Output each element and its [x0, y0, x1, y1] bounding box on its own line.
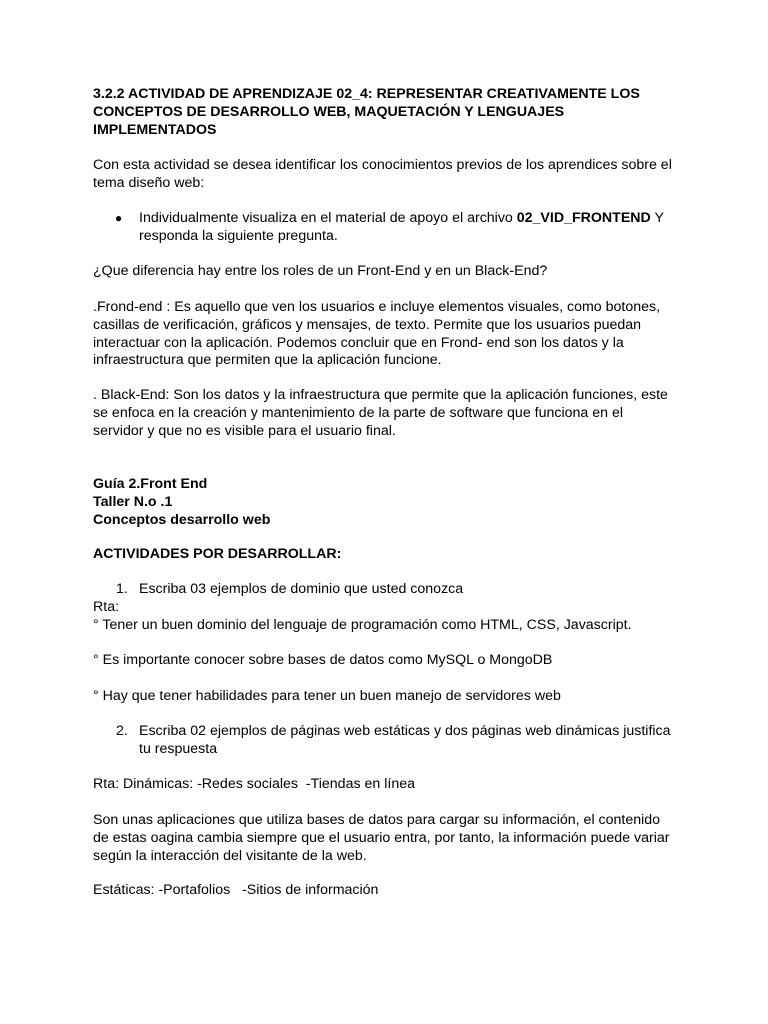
- bullet-text-after: Y: [650, 210, 664, 226]
- item-2-line-2: tu respuesta: [139, 740, 218, 757]
- dynamic-explanation: [93, 812, 683, 865]
- backend-line-1: . Black-End: Son los datos y la infraestructura que permite que la aplicación funciones, este: [93, 387, 668, 403]
- item-2-line-1: Escriba 02 ejemplos de páginas web estáticas y dos páginas web dinámicas justifica: [139, 723, 671, 739]
- question: ¿Que diferencia hay entre los roles de un Front-End y en un Black-End?: [93, 263, 548, 279]
- frontend-answer: [93, 299, 683, 370]
- item-2-number: 2.: [116, 723, 128, 739]
- bullet-filename: 02_VID_FRONTEND: [516, 210, 651, 226]
- document-heading: [93, 86, 683, 139]
- heading-line-1: 3.2.2 ACTIVIDAD DE APRENDIZAJE 02_4: REPRESENTAR CREATIVAMENTE LOS: [93, 86, 640, 102]
- frontend-line-3: interactuar con la aplicación. Podemos concluir que en Frond- end son los datos y la: [93, 334, 624, 351]
- intro-line-2: tema diseño web:: [93, 174, 205, 191]
- backend-line-3: servidor y que no es visible para el usuario final.: [93, 422, 396, 439]
- item-1-number: 1.: [116, 581, 128, 597]
- guide-titles: [93, 476, 683, 529]
- frontend-line-2: casillas de verificación, gráficos y mensajes, de texto. Permite que los usuarios puedan: [93, 316, 642, 333]
- numbered-item-1: [93, 581, 683, 599]
- bullet-line-2: responda la siguiente pregunta.: [139, 227, 338, 244]
- guide-line-3: Conceptos desarrollo web: [93, 511, 271, 528]
- activities-title: ACTIVIDADES POR DESARROLLAR:: [93, 546, 342, 562]
- frontend-line-4: infraestructura que permiten que la aplicación funcione.: [93, 352, 442, 369]
- item-1-answer-3: ° Hay que tener habilidades para tener un buen manejo de servidores web: [93, 688, 561, 704]
- guide-line-2: Taller N.o .1: [93, 493, 173, 510]
- frontend-line-1: .Frond-end : Es aquello que ven los usuarios e incluye elementos visuales, como botones,: [93, 299, 661, 315]
- bullet-item: [93, 210, 683, 246]
- rta-label: Rta:: [93, 599, 120, 615]
- bullet-line-1: [139, 210, 684, 228]
- backend-answer: [93, 387, 683, 440]
- intro-paragraph: [93, 157, 683, 193]
- static-examples: Estáticas: -Portafolios -Sitios de información: [93, 882, 379, 898]
- heading-line-3: IMPLEMENTADOS: [93, 121, 217, 138]
- heading-line-2: CONCEPTOS DE DESARROLLO WEB, MAQUETACIÓN Y LENGUAJES: [93, 103, 565, 120]
- backend-line-2: se enfoca en la creación y mantenimiento de la parte de software que funciona en el: [93, 404, 624, 421]
- bullet-text-before: Individualmente visualiza en el material de apoyo el archivo: [139, 210, 517, 226]
- dynamic-examples: Rta: Dinámicas: -Redes sociales -Tiendas en línea: [93, 776, 415, 792]
- item-2-text: [139, 723, 684, 759]
- item-1-text: Escriba 03 ejemplos de dominio que usted conozca: [139, 581, 464, 597]
- guide-line-1: Guía 2.Front End: [93, 476, 208, 492]
- intro-line-1: Con esta actividad se desea identificar los conocimientos previos de los aprendices sobre el: [93, 157, 672, 173]
- item-1-answer-1: ° Tener un buen dominio del lenguaje de programación como HTML, CSS, Javascript.: [93, 617, 632, 633]
- numbered-item-2: [93, 723, 683, 759]
- dynamic-explanation-line-1: Son unas aplicaciones que utiliza bases de datos para cargar su información, el contenido: [93, 812, 661, 828]
- bullet-marker: ●: [115, 211, 123, 225]
- dynamic-explanation-line-2: de estas oagina cambia siempre que el usuario entra, por tanto, la información puede variar: [93, 829, 670, 846]
- bullet-text: [139, 210, 684, 246]
- item-1-answer-2: ° Es importante conocer sobre bases de datos como MySQL o MongoDB: [93, 652, 553, 668]
- dynamic-explanation-line-3: según la interacción del visitante de la web.: [93, 847, 367, 864]
